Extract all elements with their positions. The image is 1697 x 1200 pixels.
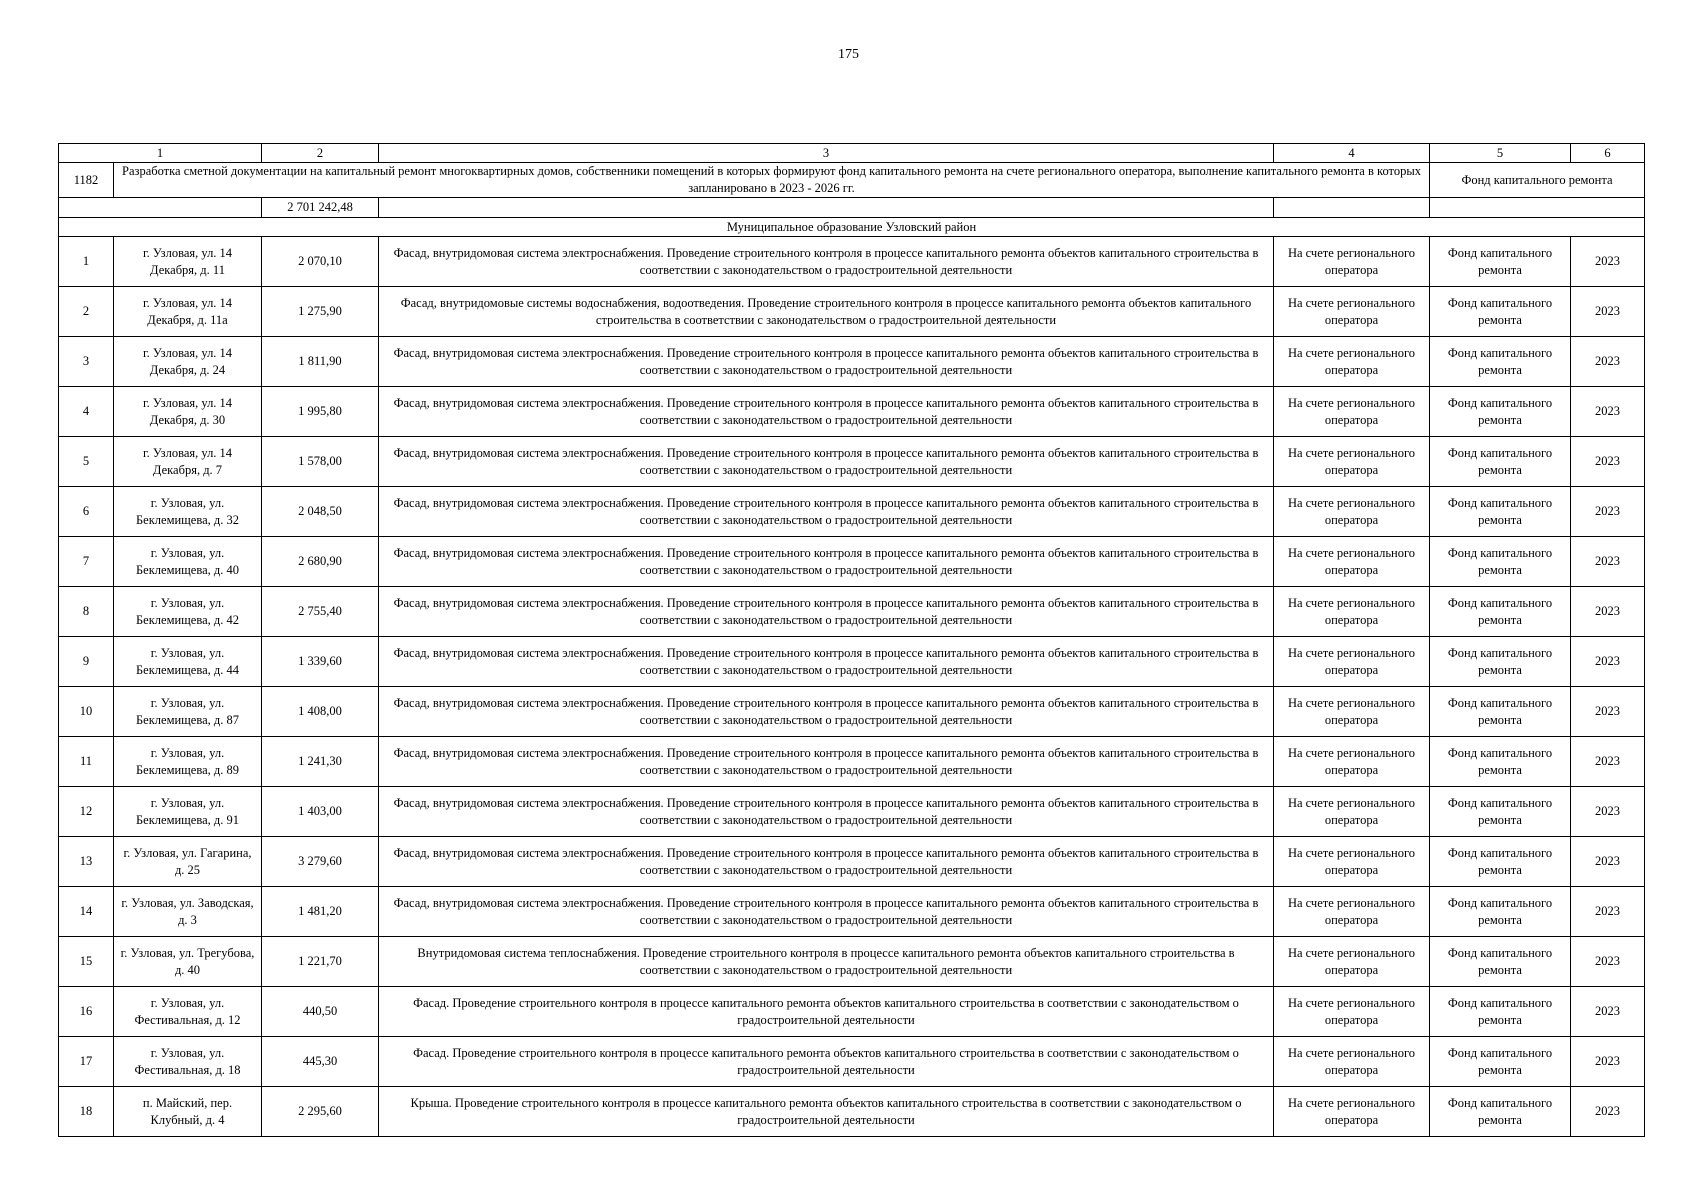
row-amount: 1 578,00 xyxy=(262,437,379,487)
column-number-6: 6 xyxy=(1571,144,1645,163)
row-year: 2023 xyxy=(1571,987,1645,1037)
row-address: г. Узловая, ул. Беклемищева, д. 40 xyxy=(114,537,262,587)
row-number: 12 xyxy=(59,787,114,837)
item-title-row xyxy=(59,163,1645,198)
table-row xyxy=(59,1037,1645,1087)
row-year: 2023 xyxy=(1571,537,1645,587)
row-number: 11 xyxy=(59,737,114,787)
row-works: Фасад, внутридомовая система электроснабжения. Проведение строительного контроля в процессе капитального ремонта объектов капитального строительства в соответствии с законодательством о градостроительной деятельности xyxy=(379,787,1274,837)
row-amount: 1 339,60 xyxy=(262,637,379,687)
row-year: 2023 xyxy=(1571,787,1645,837)
column-number-1: 1 xyxy=(59,144,262,163)
row-number: 9 xyxy=(59,637,114,687)
row-number: 8 xyxy=(59,587,114,637)
row-year: 2023 xyxy=(1571,437,1645,487)
row-works: Фасад. Проведение строительного контроля в процессе капитального ремонта объектов капитального строительства в соответствии с законодательством о градостроительной деятельности xyxy=(379,987,1274,1037)
table-row xyxy=(59,787,1645,837)
row-account: На счете регионального оператора xyxy=(1274,637,1430,687)
row-number: 4 xyxy=(59,387,114,437)
row-works: Фасад. Проведение строительного контроля в процессе капитального ремонта объектов капитального строительства в соответствии с законодательством о градостроительной деятельности xyxy=(379,1037,1274,1087)
row-year: 2023 xyxy=(1571,937,1645,987)
item-description: Разработка сметной документации на капитальный ремонт многоквартирных домов, собственники помещений в которых формируют фонд капитального ремонта на счете регионального оператора, выполнение капитального ремонта в которых запланировано в 2023 - 2026 гг. xyxy=(114,163,1430,198)
table-row xyxy=(59,687,1645,737)
table-row xyxy=(59,237,1645,287)
column-number-3: 3 xyxy=(379,144,1274,163)
row-number: 6 xyxy=(59,487,114,537)
row-account: На счете регионального оператора xyxy=(1274,837,1430,887)
row-amount: 2 295,60 xyxy=(262,1087,379,1137)
row-year: 2023 xyxy=(1571,337,1645,387)
row-works: Внутридомовая система теплоснабжения. Проведение строительного контроля в процессе капитального ремонта объектов капитального строительства в соответствии с законодательством о градостроительной деятельности xyxy=(379,937,1274,987)
row-number: 17 xyxy=(59,1037,114,1087)
row-amount: 1 221,70 xyxy=(262,937,379,987)
row-account: На счете регионального оператора xyxy=(1274,787,1430,837)
table-row xyxy=(59,387,1645,437)
table-row xyxy=(59,637,1645,687)
table-row xyxy=(59,537,1645,587)
row-address: г. Узловая, ул. 14 Декабря, д. 11 xyxy=(114,237,262,287)
row-number: 7 xyxy=(59,537,114,587)
row-works: Фасад, внутридомовая система электроснабжения. Проведение строительного контроля в процессе капитального ремонта объектов капитального строительства в соответствии с законодательством о градостроительной деятельности xyxy=(379,737,1274,787)
row-source: Фонд капитального ремонта xyxy=(1430,737,1571,787)
column-number-4: 4 xyxy=(1274,144,1430,163)
row-amount: 3 279,60 xyxy=(262,837,379,887)
row-source: Фонд капитального ремонта xyxy=(1430,587,1571,637)
row-number: 10 xyxy=(59,687,114,737)
table-body xyxy=(59,237,1645,1137)
item-number: 1182 xyxy=(59,163,114,198)
column-number-2: 2 xyxy=(262,144,379,163)
row-source: Фонд капитального ремонта xyxy=(1430,887,1571,937)
column-number-row xyxy=(59,144,1645,163)
table-row xyxy=(59,337,1645,387)
row-source: Фонд капитального ремонта xyxy=(1430,937,1571,987)
row-works: Фасад, внутридомовая система электроснабжения. Проведение строительного контроля в процессе капитального ремонта объектов капитального строительства в соответствии с законодательством о градостроительной деятельности xyxy=(379,687,1274,737)
row-number: 2 xyxy=(59,287,114,337)
row-amount: 2 755,40 xyxy=(262,587,379,637)
row-account: На счете регионального оператора xyxy=(1274,287,1430,337)
row-year: 2023 xyxy=(1571,687,1645,737)
row-year: 2023 xyxy=(1571,587,1645,637)
row-works: Фасад, внутридомовая система электроснабжения. Проведение строительного контроля в процессе капитального ремонта объектов капитального строительства в соответствии с законодательством о градостроительной деятельности xyxy=(379,587,1274,637)
row-source: Фонд капитального ремонта xyxy=(1430,537,1571,587)
row-address: п. Майский, пер. Клубный, д. 4 xyxy=(114,1087,262,1137)
row-address: г. Узловая, ул. Заводская, д. 3 xyxy=(114,887,262,937)
row-address: г. Узловая, ул. Фестивальная, д. 12 xyxy=(114,987,262,1037)
total-blank-3 xyxy=(1274,198,1430,218)
page-number: 175 xyxy=(838,47,859,62)
total-blank-2 xyxy=(379,198,1274,218)
item-total-row xyxy=(59,198,1645,218)
row-works: Фасад, внутридомовая система электроснабжения. Проведение строительного контроля в процессе капитального ремонта объектов капитального строительства в соответствии с законодательством о градостроительной деятельности xyxy=(379,537,1274,587)
row-account: На счете регионального оператора xyxy=(1274,987,1430,1037)
row-source: Фонд капитального ремонта xyxy=(1430,387,1571,437)
row-account: На счете регионального оператора xyxy=(1274,1087,1430,1137)
row-number: 1 xyxy=(59,237,114,287)
row-address: г. Узловая, ул. Беклемищева, д. 42 xyxy=(114,587,262,637)
row-source: Фонд капитального ремонта xyxy=(1430,337,1571,387)
row-source: Фонд капитального ремонта xyxy=(1430,487,1571,537)
row-works: Фасад, внутридомовая система электроснабжения. Проведение строительного контроля в процессе капитального ремонта объектов капитального строительства в соответствии с законодательством о градостроительной деятельности xyxy=(379,437,1274,487)
row-works: Фасад, внутридомовая система электроснабжения. Проведение строительного контроля в процессе капитального ремонта объектов капитального строительства в соответствии с законодательством о градостроительной деятельности xyxy=(379,837,1274,887)
row-amount: 1 481,20 xyxy=(262,887,379,937)
row-works: Фасад, внутридомовая система электроснабжения. Проведение строительного контроля в процессе капитального ремонта объектов капитального строительства в соответствии с законодательством о градостроительной деятельности xyxy=(379,337,1274,387)
row-works: Крыша. Проведение строительного контроля в процессе капитального ремонта объектов капитального строительства в соответствии с законодательством о градостроительной деятельности xyxy=(379,1087,1274,1137)
row-amount: 1 403,00 xyxy=(262,787,379,837)
row-account: На счете регионального оператора xyxy=(1274,487,1430,537)
row-amount: 1 408,00 xyxy=(262,687,379,737)
table-row xyxy=(59,487,1645,537)
row-address: г. Узловая, ул. Гагарина, д. 25 xyxy=(114,837,262,887)
row-year: 2023 xyxy=(1571,887,1645,937)
row-account: На счете регионального оператора xyxy=(1274,737,1430,787)
row-works: Фасад, внутридомовая система электроснабжения. Проведение строительного контроля в процессе капитального ремонта объектов капитального строительства в соответствии с законодательством о градостроительной деятельности xyxy=(379,387,1274,437)
row-number: 14 xyxy=(59,887,114,937)
row-number: 18 xyxy=(59,1087,114,1137)
row-account: На счете регионального оператора xyxy=(1274,1037,1430,1087)
row-address: г. Узловая, ул. 14 Декабря, д. 24 xyxy=(114,337,262,387)
row-account: На счете регионального оператора xyxy=(1274,337,1430,387)
row-number: 13 xyxy=(59,837,114,887)
row-year: 2023 xyxy=(1571,1087,1645,1137)
row-amount: 1 275,90 xyxy=(262,287,379,337)
total-blank-1 xyxy=(59,198,262,218)
row-works: Фасад, внутридомовая система электроснабжения. Проведение строительного контроля в процессе капитального ремонта объектов капитального строительства в соответствии с законодательством о градостроительной деятельности xyxy=(379,637,1274,687)
table-row xyxy=(59,287,1645,337)
table-row xyxy=(59,737,1645,787)
column-number-5: 5 xyxy=(1430,144,1571,163)
row-amount: 2 048,50 xyxy=(262,487,379,537)
row-amount: 1 241,30 xyxy=(262,737,379,787)
row-address: г. Узловая, ул. 14 Декабря, д. 30 xyxy=(114,387,262,437)
row-account: На счете регионального оператора xyxy=(1274,587,1430,637)
row-number: 5 xyxy=(59,437,114,487)
row-year: 2023 xyxy=(1571,487,1645,537)
total-blank-4 xyxy=(1430,198,1645,218)
row-source: Фонд капитального ремонта xyxy=(1430,637,1571,687)
row-year: 2023 xyxy=(1571,287,1645,337)
row-works: Фасад, внутридомовая система электроснабжения. Проведение строительного контроля в процессе капитального ремонта объектов капитального строительства в соответствии с законодательством о градостроительной деятельности xyxy=(379,887,1274,937)
row-address: г. Узловая, ул. Трегубова, д. 40 xyxy=(114,937,262,987)
table-row xyxy=(59,587,1645,637)
row-account: На счете регионального оператора xyxy=(1274,687,1430,737)
row-year: 2023 xyxy=(1571,737,1645,787)
row-source: Фонд капитального ремонта xyxy=(1430,437,1571,487)
item-fund: Фонд капитального ремонта xyxy=(1430,163,1645,198)
row-number: 16 xyxy=(59,987,114,1037)
row-works: Фасад, внутридомовые системы водоснабжения, водоотведения. Проведение строительного контроля в процессе капитального ремонта объектов капитального строительства в соответствии с законодательством о градостроительной деятельности xyxy=(379,287,1274,337)
table-row xyxy=(59,1087,1645,1137)
row-address: г. Узловая, ул. Беклемищева, д. 87 xyxy=(114,687,262,737)
row-address: г. Узловая, ул. Беклемищева, д. 91 xyxy=(114,787,262,837)
row-address: г. Узловая, ул. Беклемищева, д. 89 xyxy=(114,737,262,787)
row-number: 3 xyxy=(59,337,114,387)
row-amount: 440,50 xyxy=(262,987,379,1037)
row-works: Фасад, внутридомовая система электроснабжения. Проведение строительного контроля в процессе капитального ремонта объектов капитального строительства в соответствии с законодательством о градостроительной деятельности xyxy=(379,237,1274,287)
row-account: На счете регионального оператора xyxy=(1274,937,1430,987)
table-row xyxy=(59,987,1645,1037)
section-row xyxy=(59,218,1645,237)
row-year: 2023 xyxy=(1571,237,1645,287)
row-address: г. Узловая, ул. Фестивальная, д. 18 xyxy=(114,1037,262,1087)
row-address: г. Узловая, ул. Беклемищева, д. 44 xyxy=(114,637,262,687)
row-source: Фонд капитального ремонта xyxy=(1430,837,1571,887)
row-amount: 1 995,80 xyxy=(262,387,379,437)
row-source: Фонд капитального ремонта xyxy=(1430,687,1571,737)
row-account: На счете регионального оператора xyxy=(1274,237,1430,287)
row-source: Фонд капитального ремонта xyxy=(1430,987,1571,1037)
row-source: Фонд капитального ремонта xyxy=(1430,1037,1571,1087)
row-address: г. Узловая, ул. Беклемищева, д. 32 xyxy=(114,487,262,537)
row-works: Фасад, внутридомовая система электроснабжения. Проведение строительного контроля в процессе капитального ремонта объектов капитального строительства в соответствии с законодательством о градостроительной деятельности xyxy=(379,487,1274,537)
section-title: Муниципальное образование Узловский район xyxy=(59,218,1645,237)
row-source: Фонд капитального ремонта xyxy=(1430,787,1571,837)
row-number: 15 xyxy=(59,937,114,987)
table-row xyxy=(59,887,1645,937)
row-source: Фонд капитального ремонта xyxy=(1430,1087,1571,1137)
row-source: Фонд капитального ремонта xyxy=(1430,287,1571,337)
row-year: 2023 xyxy=(1571,637,1645,687)
row-year: 2023 xyxy=(1571,1037,1645,1087)
row-amount: 445,30 xyxy=(262,1037,379,1087)
row-amount: 2 680,90 xyxy=(262,537,379,587)
capital-repair-table xyxy=(58,143,1645,1137)
row-year: 2023 xyxy=(1571,387,1645,437)
row-address: г. Узловая, ул. 14 Декабря, д. 11а xyxy=(114,287,262,337)
table-row xyxy=(59,837,1645,887)
table-row xyxy=(59,937,1645,987)
row-account: На счете регионального оператора xyxy=(1274,387,1430,437)
item-total: 2 701 242,48 xyxy=(262,198,379,218)
row-source: Фонд капитального ремонта xyxy=(1430,237,1571,287)
row-account: На счете регионального оператора xyxy=(1274,437,1430,487)
table-row xyxy=(59,437,1645,487)
row-account: На счете регионального оператора xyxy=(1274,887,1430,937)
row-amount: 1 811,90 xyxy=(262,337,379,387)
row-amount: 2 070,10 xyxy=(262,237,379,287)
row-year: 2023 xyxy=(1571,837,1645,887)
row-account: На счете регионального оператора xyxy=(1274,537,1430,587)
row-address: г. Узловая, ул. 14 Декабря, д. 7 xyxy=(114,437,262,487)
